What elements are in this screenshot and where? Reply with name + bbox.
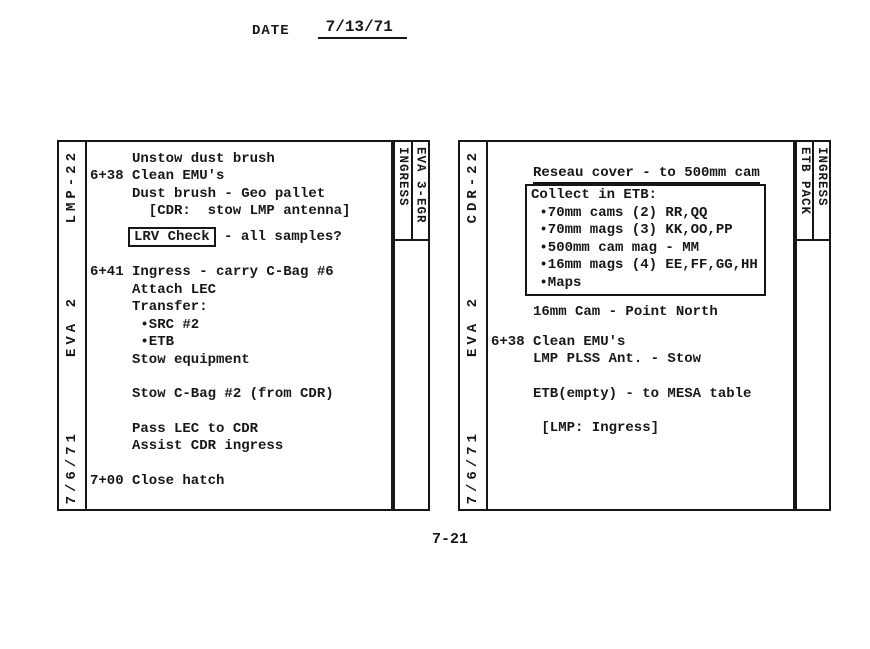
edge-tab-eva3-egr <box>413 142 429 239</box>
spacer <box>90 403 389 420</box>
checklist-line <box>90 228 389 246</box>
line-text <box>533 420 659 436</box>
line-text <box>132 229 342 245</box>
text-segment: Attach LEC <box>132 281 217 298</box>
text-segment: [CDR: stow LMP antenna] <box>148 203 351 220</box>
line-text <box>132 438 283 454</box>
text-segment: •500mm cam mag - MM <box>539 239 700 256</box>
edge-tab-etb-pack <box>797 142 814 239</box>
line-text <box>132 421 258 437</box>
checklist-line <box>90 472 389 490</box>
line-text <box>533 334 625 350</box>
edge-tab-ingress-label: INGRESS <box>396 147 410 207</box>
edge-tab-ingress <box>395 142 413 239</box>
line-text <box>531 205 707 221</box>
side-tab-page-id: LMP-22 <box>64 149 80 224</box>
line-text <box>132 299 208 315</box>
checklist-line <box>90 168 389 186</box>
text-segment: •SRC #2 <box>140 316 200 333</box>
side-tab-page-id: CDR-22 <box>465 149 481 224</box>
text-segment: •70mm mags (3) KK,OO,PP <box>539 222 733 239</box>
checklist-line <box>491 333 791 351</box>
checklist-line <box>90 150 389 168</box>
text-segment: Unstow dust brush <box>132 150 275 167</box>
lmp-edge-tab-labels <box>395 142 428 241</box>
line-text <box>132 151 275 167</box>
line-text <box>531 222 733 238</box>
page-number: 7-21 <box>431 531 468 548</box>
line-text <box>531 257 758 273</box>
checklist-line <box>90 334 389 352</box>
checklist-line <box>491 385 791 403</box>
text-segment: Stow C-Bag #2 (from CDR) <box>132 386 334 403</box>
text-segment: •70mm cams (2) RR,QQ <box>539 204 708 221</box>
checklist-line <box>90 299 389 317</box>
time-mark: 7+00 <box>90 472 124 489</box>
line-text <box>132 186 325 202</box>
text-segment: ETB(empty) - to MESA table <box>533 385 752 402</box>
date-header <box>252 18 407 39</box>
checklist-line <box>90 281 389 299</box>
spacer <box>90 246 389 264</box>
line-text <box>533 386 751 402</box>
text-segment: •Maps <box>539 274 582 291</box>
text-segment: Pass LEC to CDR <box>132 420 259 437</box>
cdr-side-tab-column <box>460 142 488 509</box>
line-text <box>132 352 250 368</box>
checklist-line <box>90 438 389 456</box>
checklist-line <box>491 164 791 182</box>
checklist-line <box>491 420 791 438</box>
checklist-line <box>90 386 389 404</box>
line-text <box>132 264 334 280</box>
spacer <box>491 368 791 385</box>
text-segment: Stow equipment <box>132 351 250 368</box>
line-text <box>531 187 657 203</box>
line-text <box>132 473 224 489</box>
checklist-line <box>90 203 389 221</box>
side-tab-date: 7/6/71 <box>465 429 481 504</box>
checklist-line <box>531 257 758 275</box>
text-segment: Clean EMU's <box>533 333 626 350</box>
lmp-side-tab-column <box>59 142 87 509</box>
spacer <box>90 369 389 386</box>
panel-lmp-22 <box>57 140 393 511</box>
lmp-edge-tab-strip <box>393 140 430 511</box>
collect-in-etb-box <box>525 184 766 296</box>
side-tab-date: 7/6/71 <box>64 429 80 504</box>
text-segment: •16mm mags (4) EE,FF,GG,HH <box>539 257 758 274</box>
checklist-line <box>90 185 389 203</box>
text-segment: Collect in ETB: <box>531 187 658 204</box>
text-segment: LMP PLSS Ant. - Stow <box>533 351 702 368</box>
spacer <box>491 150 791 164</box>
time-mark: 6+41 <box>90 264 124 281</box>
line-text <box>531 275 581 291</box>
line-text <box>132 317 199 333</box>
lmp-checklist-content <box>87 142 391 509</box>
line-text <box>531 240 699 256</box>
spacer <box>90 455 389 472</box>
text-segment: •ETB <box>140 334 174 351</box>
text-segment: Assist CDR ingress <box>132 438 284 455</box>
text-segment: Clean EMU's <box>132 168 225 185</box>
checklist-line <box>491 304 791 322</box>
edge-tab-eva3-egr-label: EVA 3-EGR <box>413 147 428 224</box>
text-segment: Dust brush - Geo pallet <box>132 185 326 202</box>
side-tab-eva-label: EVA 2 <box>465 295 481 358</box>
side-tab-eva-label: EVA 2 <box>64 295 80 358</box>
panel-cdr-22 <box>458 140 795 511</box>
line-text <box>533 351 701 367</box>
line-text <box>132 203 350 219</box>
time-mark: 6+38 <box>491 333 525 350</box>
cdr-edge-tab-labels <box>797 142 829 241</box>
cdr-checklist-content <box>488 142 793 509</box>
text-segment: [LMP: Ingress] <box>541 420 660 437</box>
text-segment: Transfer: <box>132 299 208 316</box>
checklist-line <box>90 264 389 282</box>
checklist-line <box>531 204 758 222</box>
checklist-line <box>491 351 791 369</box>
checklist-line <box>90 351 389 369</box>
line-text <box>132 282 216 298</box>
underlined-heading: Reseau cover - to 500mm cam <box>533 165 760 184</box>
checklist-line <box>531 274 758 292</box>
line-text <box>533 165 760 181</box>
edge-tab-ingress-label: INGRESS <box>814 147 829 207</box>
edge-tab-etb-pack-label: ETB PACK <box>797 147 812 216</box>
time-mark: 6+38 <box>90 168 124 185</box>
checklist-line <box>531 239 758 257</box>
text-segment: - all samples? <box>215 228 342 245</box>
checklist-line <box>531 222 758 240</box>
text-segment: Close hatch <box>132 472 225 489</box>
edge-tab-ingress <box>814 142 829 239</box>
date-value: 7/13/71 <box>318 18 407 39</box>
line-text <box>533 304 718 320</box>
line-text <box>132 168 224 184</box>
spacer <box>491 321 791 333</box>
checklist-line <box>90 420 389 438</box>
cdr-edge-tab-strip <box>795 140 831 511</box>
line-text <box>132 334 174 350</box>
spacer <box>491 403 791 420</box>
date-label: DATE <box>252 23 290 39</box>
line-text <box>132 386 334 402</box>
lrv-check-boxed-label: LRV Check <box>128 227 216 247</box>
checklist-line <box>531 187 758 205</box>
text-segment: Ingress - carry C-Bag #6 <box>132 264 334 281</box>
checklist-line <box>90 316 389 334</box>
text-segment: 16mm Cam - Point North <box>533 304 718 321</box>
